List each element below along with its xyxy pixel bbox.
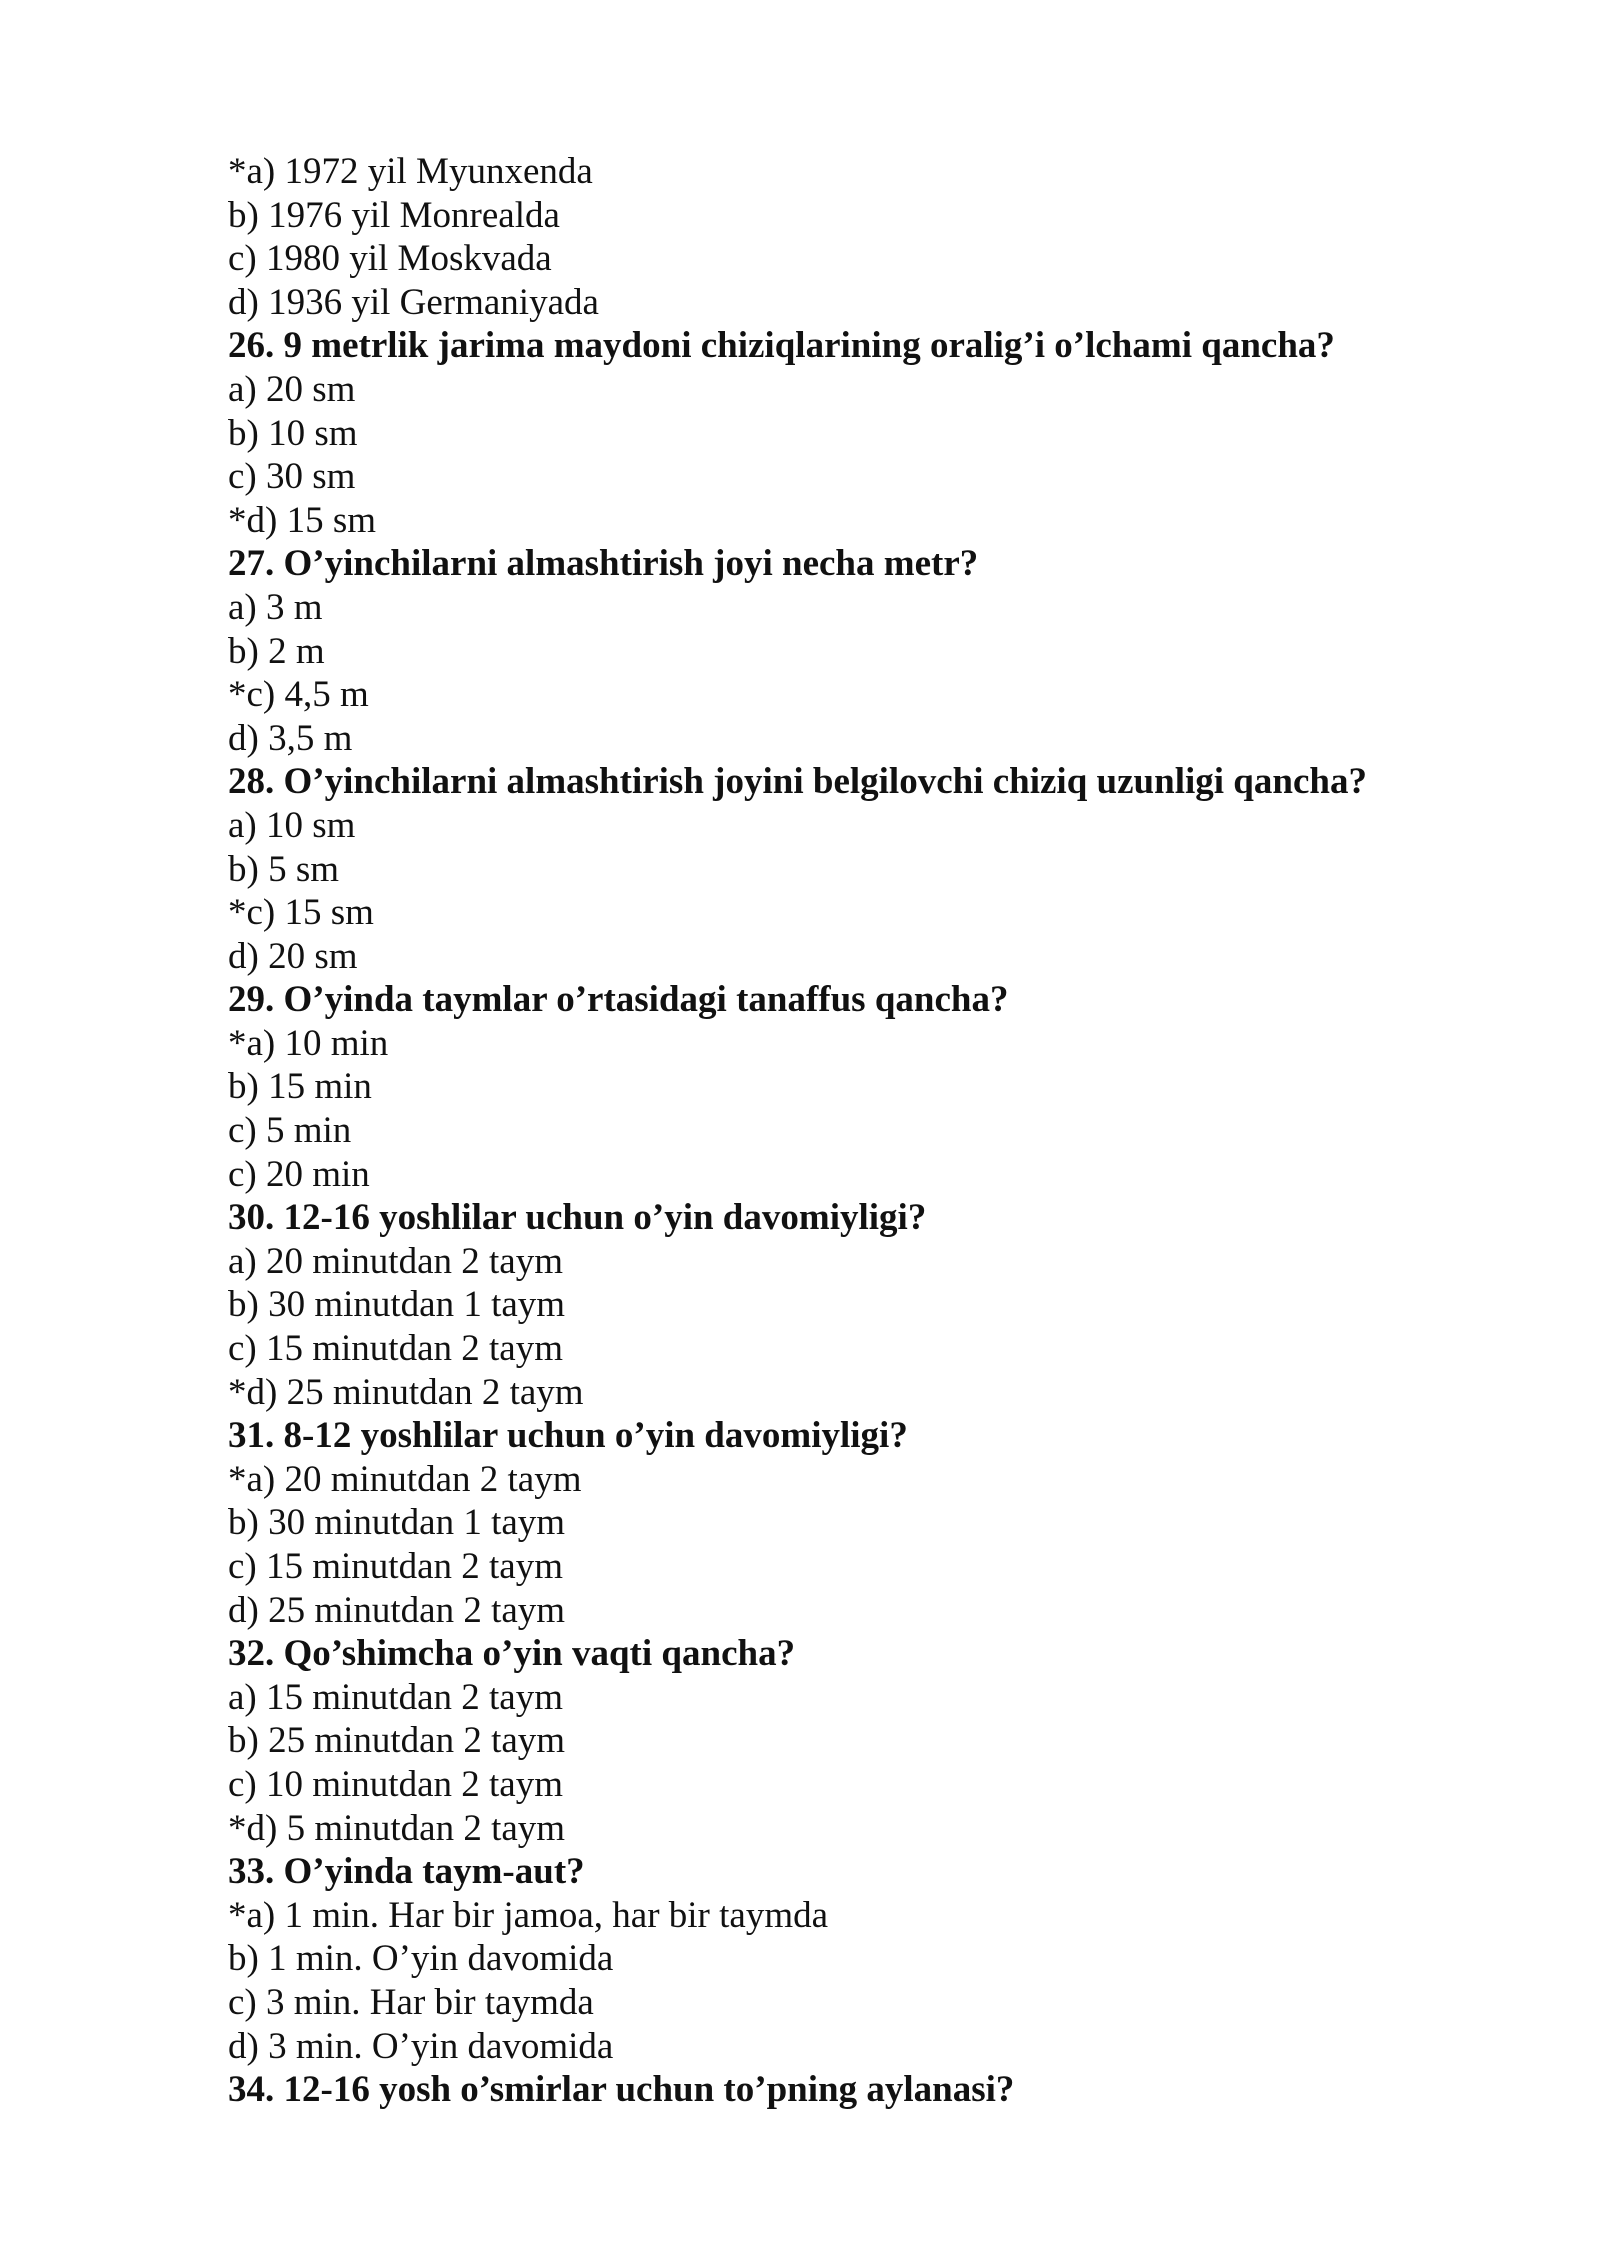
answer-option: b) 5 sm xyxy=(228,848,339,890)
answer-option: b) 30 minutdan 1 taym xyxy=(228,1284,566,1326)
answer-option: *d) 25 minutdan 2 taym xyxy=(228,1371,584,1413)
answer-option: d) 25 minutdan 2 taym xyxy=(228,1589,566,1631)
answer-option: b) 10 sm xyxy=(228,412,358,454)
answer-option: c) 1980 yil Moskvada xyxy=(228,238,552,280)
answer-option: *d) 15 sm xyxy=(228,499,376,541)
document-page xyxy=(228,150,1528,2112)
question-line: 26. 9 metrlik jarima maydoni chiziqlarining oralig’i o’lchami qancha? xyxy=(228,325,1335,367)
answer-option: b) 30 minutdan 1 taym xyxy=(228,1502,566,1544)
answer-option: d) 3,5 m xyxy=(228,717,353,759)
question-line: 28. O’yinchilarni almashtirish joyini belgilovchi chiziq uzunligi qancha? xyxy=(228,761,1367,803)
answer-option: a) 20 sm xyxy=(228,368,356,410)
answer-option: *a) 1972 yil Myunxenda xyxy=(228,151,593,192)
answer-option: b) 15 min xyxy=(228,1066,372,1108)
answer-option: d) 3 min. O’yin davomida xyxy=(228,2025,614,2067)
answer-option: c) 30 sm xyxy=(228,456,356,498)
answer-option: c) 3 min. Har bir taymda xyxy=(228,1981,594,2023)
answer-option: *c) 4,5 m xyxy=(228,674,369,716)
answer-option: *a) 10 min xyxy=(228,1022,389,1064)
question-line: 32. Qo’shimcha o’yin vaqti qancha? xyxy=(228,1633,796,1675)
answer-option: b) 1976 yil Monrealda xyxy=(228,194,560,236)
answer-option: d) 1936 yil Germaniyada xyxy=(228,281,599,323)
question-line: 33. O’yinda taym-aut? xyxy=(228,1851,585,1893)
answer-option: c) 5 min xyxy=(228,1110,352,1152)
answer-option: *d) 5 minutdan 2 taym xyxy=(228,1807,566,1849)
answer-option: a) 20 minutdan 2 taym xyxy=(228,1240,563,1282)
answer-option: a) 10 sm xyxy=(228,804,356,846)
question-line: 27. O’yinchilarni almashtirish joyi necha metr? xyxy=(228,543,979,585)
answer-option: c) 20 min xyxy=(228,1153,370,1195)
answer-option: *a) 1 min. Har bir jamoa, har bir taymda xyxy=(228,1894,829,1936)
answer-option: c) 10 minutdan 2 taym xyxy=(228,1763,563,1805)
answer-option: d) 20 sm xyxy=(228,935,358,977)
answer-option: c) 15 minutdan 2 taym xyxy=(228,1328,563,1370)
question-line: 34. 12-16 yosh o’smirlar uchun to’pning aylanasi? xyxy=(228,2069,1015,2111)
question-line: 30. 12-16 yoshlilar uchun o’yin davomiyligi? xyxy=(228,1197,927,1239)
answer-option: a) 15 minutdan 2 taym xyxy=(228,1676,563,1718)
answer-option: b) 2 m xyxy=(228,630,325,672)
answer-option: a) 3 m xyxy=(228,586,323,628)
question-line: 29. O’yinda taymlar o’rtasidagi tanaffus qancha? xyxy=(228,979,1009,1021)
answer-option: b) 1 min. O’yin davomida xyxy=(228,1938,614,1980)
answer-option: c) 15 minutdan 2 taym xyxy=(228,1546,563,1587)
answer-option: b) 25 minutdan 2 taym xyxy=(228,1720,566,1762)
answer-option: *c) 15 sm xyxy=(228,892,374,934)
question-line: 31. 8-12 yoshlilar uchun o’yin davomiyligi? xyxy=(228,1415,908,1457)
answer-option: *a) 20 minutdan 2 taym xyxy=(228,1458,582,1500)
